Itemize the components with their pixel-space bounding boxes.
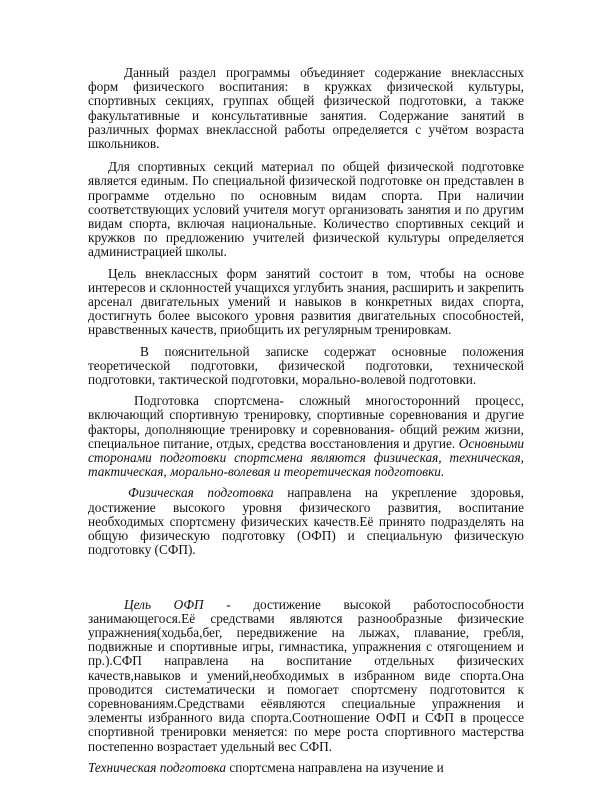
paragraph-sports-sections: Для спортивных секций материал по общей физической подготовке является единым. По специальной физической подготовке он представлен в программе отдельно по основным видам спорта. При наличии соответствующих условий учителя могут организовать занятия и по другим видам спорта, включая национальные. Количество спортивных секций и кружков по предложению учителей физической культуры определяется администрацией школы. (88, 159, 524, 260)
paragraph-technical-preparation (88, 761, 524, 775)
technical-preparation-text: спортсмена направлена на изучение и (226, 759, 444, 775)
athlete-preparation-text: Подготовка спортсмена- сложный многосторонний процесс, включающий спортивную тренировку, спортивные соревнования и другие факторы, дополняющие тренировку и соревнования- общий режим жизни, специальное питание, отдых, средства восстановления и другие. (88, 393, 524, 451)
physical-preparation-term: Физическая подготовка (128, 485, 274, 501)
paragraph-ofp-goal (88, 598, 524, 754)
athlete-preparation-italic: Основными сторонами подготовки спортсмена являются физическая, техническая, тактическая, морально-волевая и теоретическая подготовки. (88, 435, 524, 480)
technical-preparation-term: Техническая подготовка (88, 759, 227, 775)
physical-preparation-text: направлена на укрепление здоровья, достижение высокого уровня физического развития, воспитание необходимых спортсмену физических качеств.Её принято подразделять на общую физическую подготовку (ОФП) и специальную физическую подготовку (СФП). (88, 485, 525, 558)
ofp-goal-term: Цель ОФП (124, 596, 204, 612)
paragraph-goal-extracurricular: Цель внеклассных форм занятий состоит в том, чтобы на основе интересов и склонностей учащихся углубить знания, расширить и закрепить арсенал двигательных умений и навыков в конкретных видах спорта, достигнуть более высокого уровня развития двигательных способностей, нравственных качеств, приобщить их регулярным тренировкам. (88, 265, 524, 338)
paragraph-physical-preparation (88, 486, 524, 557)
document-page (88, 66, 524, 775)
paragraph-extracurricular-forms: Данный раздел программы объединяет содержание внеклассных форм физического воспитания: в кружках физической культуры, спортивных секциях, группах общей физической подготовки, а также факультативные и консультативные занятия. Содержание занятий в различных формах внеклассной работы определяется с учётом возраста школьников. (88, 65, 524, 152)
paragraph-athlete-preparation (88, 394, 524, 479)
ofp-goal-text: - достижение высокой работоспособности занимающегося.Её средствами являются разнообразные физические упражнения(ходьба,бег, передвижение на лыжах, плавание, гребля, подвижные и спортивные игры, гимнастика, упражнения с отягощением и пр.).СФП направлена на воспитание отдельных физических качеств,навыков и умений,необходимых в избранном виде спорта.Она проводится систематически и помогает спортсмену подготовится к соревнованиям.Средствами еёявляются специальные упражнения и элементы избранного вида спорта.Соотношение ОФП и СФП в процессе спортивной тренировки меняется: по мере роста спортивного мастерства постепенно возрастает удельный вес СФП. (88, 596, 524, 754)
paragraph-explanatory-note: В пояснительной записке содержат основные положения теоретической подготовки, физической подготовки, технической подготовки, тактической подготовки, морально-волевой подготовки. (88, 343, 524, 388)
